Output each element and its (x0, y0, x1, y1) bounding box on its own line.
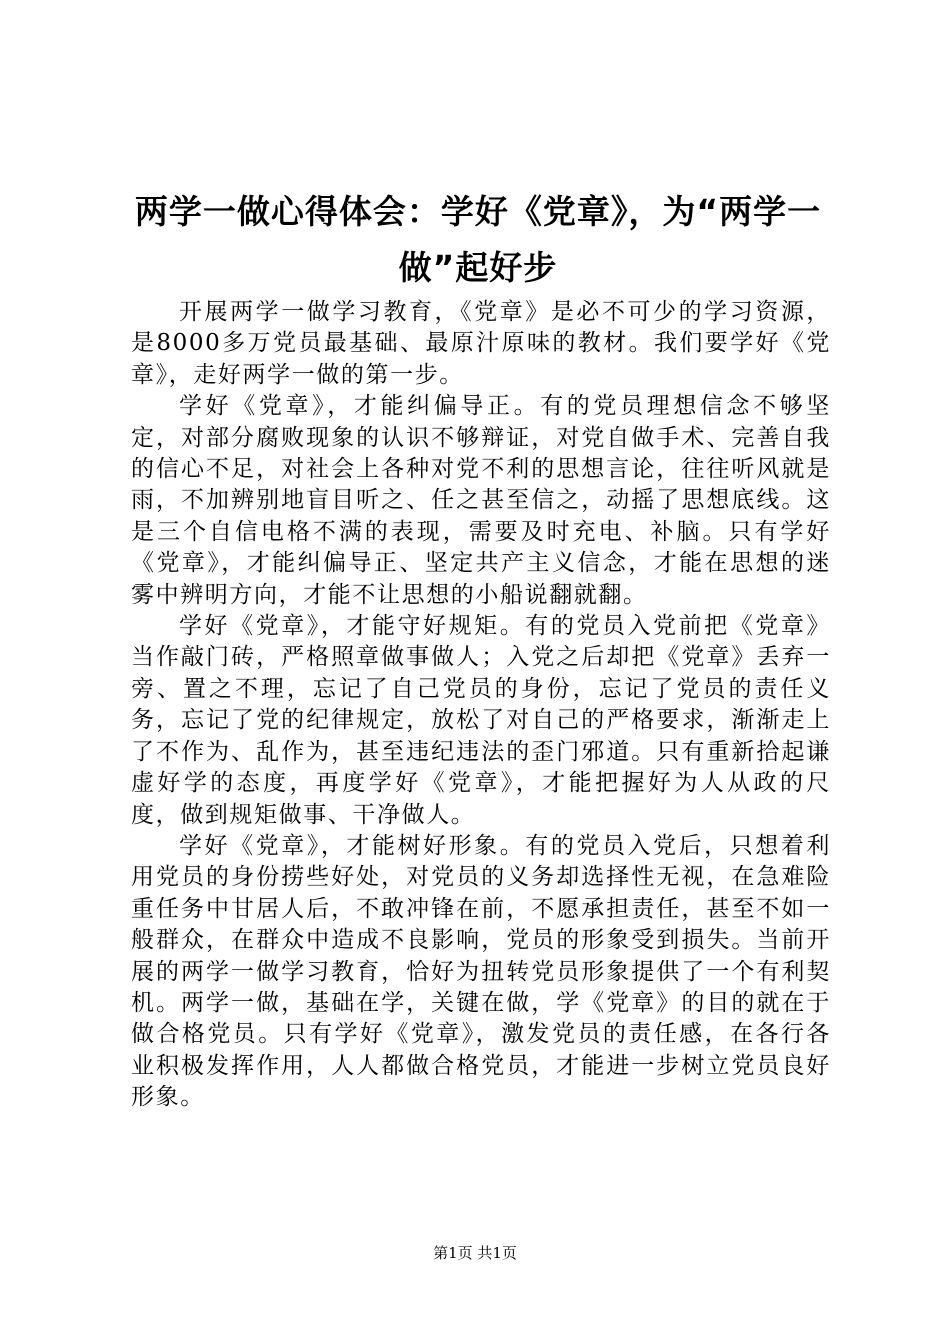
document-title: 两学一做心得体会：学好《党章》，为“两学一做”起好步 (134, 192, 822, 287)
paragraph-1: 开展两学一做学习教育，《党章》是必不可少的学习资源，是8000多万党员最基础、最原汁原味的教材。我们要学好《党章》，走好两学一做的第一步。 (131, 299, 831, 388)
paragraph-4: 学好《党章》，才能树好形象。有的党员入党后，只想着利用党员的身份捞些好处，对党员的义务却选择性无视，在急难险重任务中甘居人后，不敢冲锋在前，不愿承担责任，甚至不如一般群众，在群众中造成不良影响，党员的形象受到损失。当前开展的两学一做学习教育，恰好为扭转党员形象提供了一个有利契机。两学一做，基础在学，关键在做，学《党章》的目的就在于做合格党员。只有学好《党章》，激发党员的责任感，在各行各业积极发挥作用，人人都做合格党员，才能进一步树立党员良好形象。 (131, 832, 831, 1111)
paragraph-3: 学好《党章》，才能守好规矩。有的党员入党前把《党章》当作敲门砖，严格照章做事做人；入党之后却把《党章》丢弃一旁、置之不理，忘记了自己党员的身份，忘记了党员的责任义务，忘记了党的纪律规定，放松了对自己的严格要求，渐渐走上了不作为、乱作为，甚至违纪违法的歪门邪道。只有重新拾起谦虚好学的态度，再度学好《党章》，才能把握好为人从政的尺度，做到规矩做事、干净做人。 (131, 613, 831, 828)
paragraph-2: 学好《党章》，才能纠偏导正。有的党员理想信念不够坚定，对部分腐败现象的认识不够辩证，对党自做手术、完善自我的信心不足，对社会上各种对党不利的思想言论，往往听风就是雨，不加辨别地盲目听之、任之甚至信之，动摇了思想底线。这是三个自信电格不满的表现，需要及时充电、补脑。只有学好《党章》，才能纠偏导正、坚定共产主义信念，才能在思想的迷雾中辨明方向，才能不让思想的小船说翻就翻。 (131, 393, 831, 608)
document-body (131, 297, 831, 1114)
page-number-footer: 第1页 共1页 (433, 1244, 517, 1262)
